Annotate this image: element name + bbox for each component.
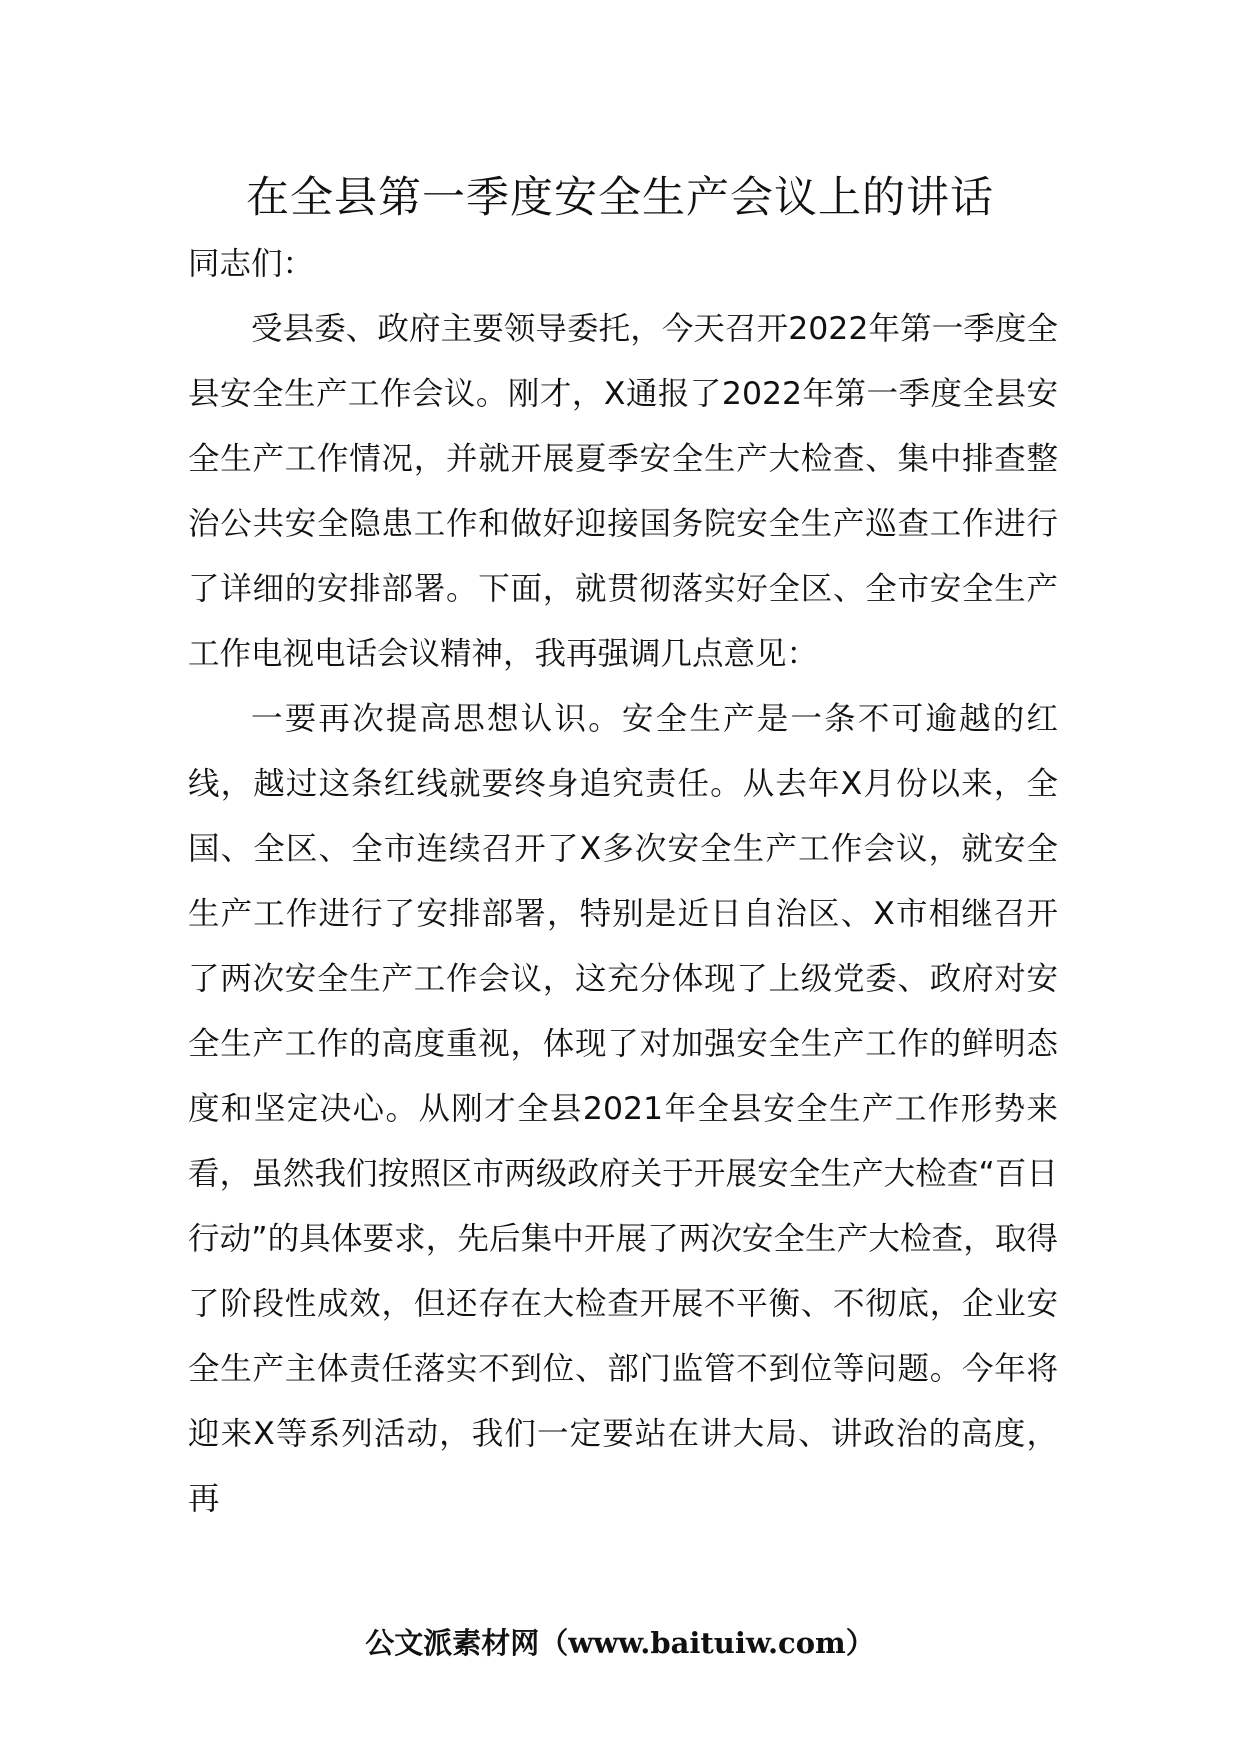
document-body bbox=[188, 232, 1058, 1532]
footer-watermark: 公文派素材网（www.baituiw.com） bbox=[365, 1626, 875, 1660]
paragraph-intro: 受县委、政府主要领导委托，今天召开2022年第一季度全县安全生产工作会议。刚才，X通报了2022年第一季度全县安全生产工作情况，并就开展夏季安全生产大检查、集中排查整治公共安全隐患工作和做好迎接国务院安全生产巡查工作进行了详细的安排部署。下面，就贯彻落实好全区、全市安全生产工作电视电话会议精神，我再强调几点意见： bbox=[188, 311, 1058, 672]
salutation: 同志们： bbox=[188, 246, 315, 282]
document-title: 在全县第一季度安全生产会议上的讲话 bbox=[246, 173, 994, 223]
paragraph-point-one: 一要再次提高思想认识。安全生产是一条不可逾越的红线，越过这条红线就要终身追究责任。从去年X月份以来，全国、全区、全市连续召开了X多次安全生产工作会议，就安全生产工作进行了安排部署，特别是近日自治区、X市相继召开了两次安全生产工作会议，这充分体现了上级党委、政府对安全生产工作的高度重视，体现了对加强安全生产工作的鲜明态度和坚定决心。从刚才全县2021年全县安全生产工作形势来看，虽然我们按照区市两级政府关于开展安全生产大检查“百日行动”的具体要求，先后集中开展了两次安全生产大检查，取得了阶段性成效，但还存在大检查开展不平衡、不彻底，企业安全生产主体责任落实不到位、部门监管不到位等问题。今年将迎来X等系列活动，我们一定要站在讲大局、讲政治的高度，再 bbox=[188, 701, 1058, 1517]
